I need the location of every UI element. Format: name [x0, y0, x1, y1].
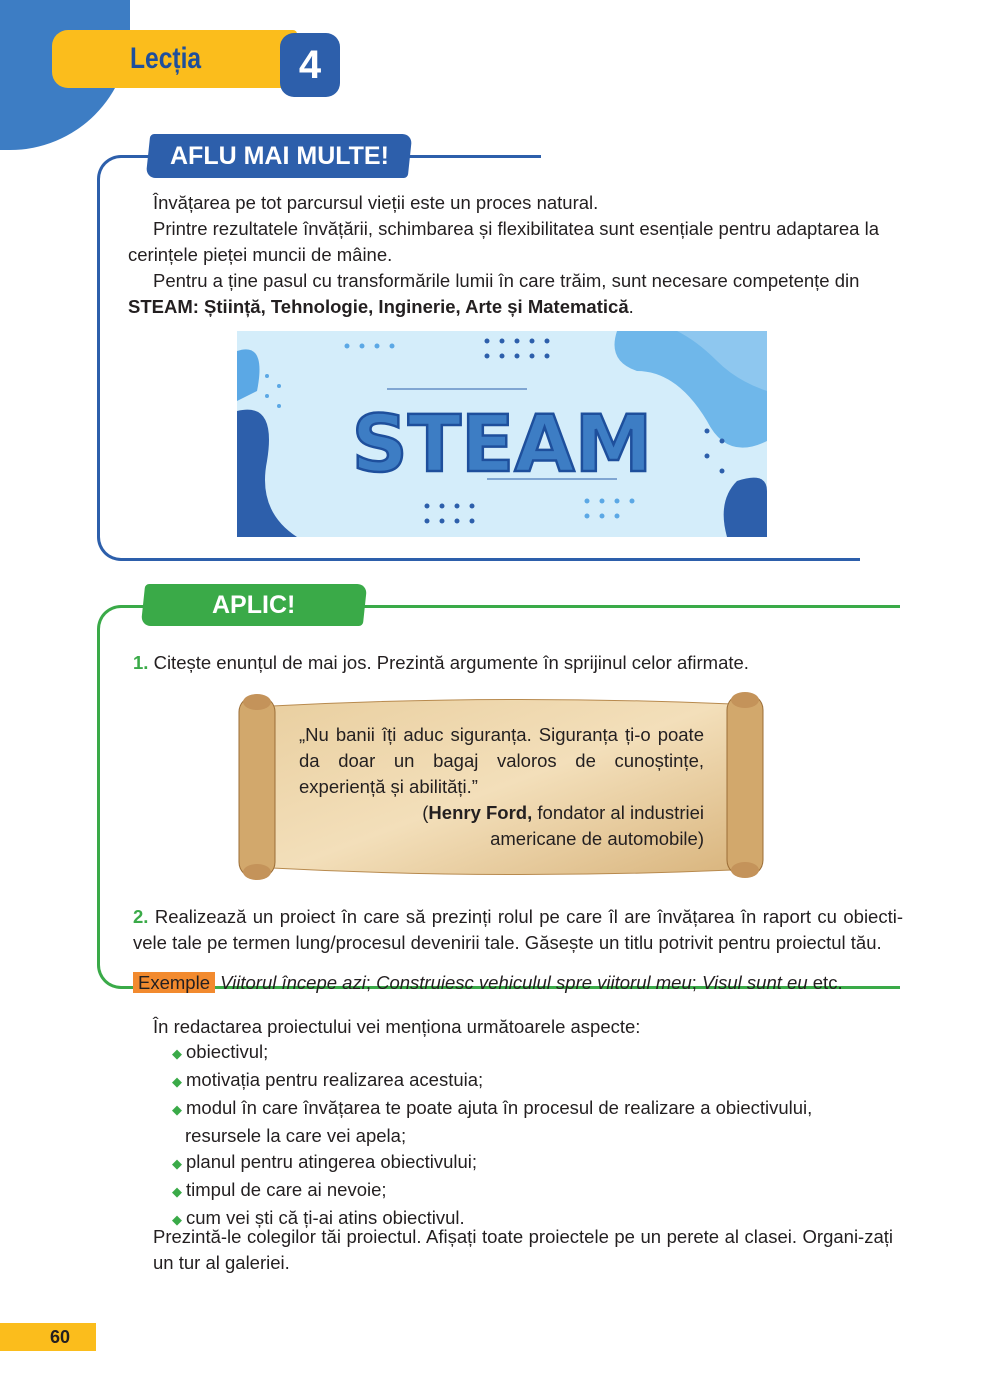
diamond-bullet-icon: ◆	[172, 1184, 182, 1199]
aspects-intro: În redactarea proiectului vei menționa următoarele aspecte:	[153, 1016, 641, 1037]
aspects-list	[172, 1039, 872, 1233]
list-item: ◆ planul pentru atingerea obiectivului;	[172, 1151, 478, 1172]
quote-attribution: (Henry Ford, fondator al industriei americane de automobile)	[422, 802, 704, 849]
closing-paragraph: Prezintă-le colegilor tăi proiectul. Afișați toate proiectele pe un perete al clasei. Organi-zați un tur al galeriei.	[153, 1226, 893, 1273]
list-item: ◆ modul în care învățarea te poate ajuta în procesul de realizare a obiectivului, resursele la care vei apela;	[172, 1097, 813, 1146]
list-item: ◆ cum vei ști că ți-ai atins obiectivul.	[172, 1207, 465, 1228]
diamond-bullet-icon: ◆	[172, 1074, 182, 1089]
diamond-bullet-icon: ◆	[172, 1046, 182, 1061]
svg-text:STEAM: STEAM	[351, 400, 653, 490]
list-item: ◆ timpul de care ai nevoie;	[172, 1179, 387, 1200]
quote-body: „Nu banii îți aduc siguranța. Siguranța ți-o poate da doar un bagaj valoros de cunoștințe, experiență și abilități.”	[299, 724, 704, 797]
diamond-bullet-icon: ◆	[172, 1156, 182, 1171]
learn-section-title: AFLU MAI MULTE!	[146, 134, 413, 178]
list-item: ◆ motivația pentru realizarea acestuia;	[172, 1069, 484, 1090]
lesson-label: Lecția	[130, 42, 202, 75]
steam-illustration	[237, 331, 767, 537]
page-number-box	[0, 1323, 96, 1351]
diamond-bullet-icon: ◆	[172, 1102, 182, 1117]
page-number: 60	[50, 1327, 71, 1347]
diamond-bullet-icon: ◆	[172, 1212, 182, 1227]
learn-paragraph-3: Pentru a ține pasul cu transformările lumii în care trăim, sunt necesare competențe din STEAM: Știință, Tehnologie, Inginerie, Arte și Matematică.	[128, 270, 860, 317]
learn-paragraph-1: Învățarea pe tot parcursul vieții este un proces natural.	[153, 192, 599, 213]
apply-section-title: APLIC!	[141, 584, 367, 626]
examples-line: Exemple Viitorul începe azi; Construiesc vehiculul spre viitorul meu; Visul sunt eu etc.	[133, 970, 903, 996]
list-item: ◆ obiectivul;	[172, 1041, 269, 1062]
lesson-number: 4	[280, 33, 340, 97]
examples-label: Exemple	[133, 972, 215, 993]
quote-text	[299, 722, 704, 852]
task-2: 2. Realizează un proiect în care să prezinți rolul pe care îl are învățarea în raport cu obiecti-vele tale pe termen lung/procesul devenirii tale. Găsește un titlu potrivit pentru proiectul tău.	[133, 906, 904, 953]
learn-paragraph-2: Printre rezultatele învățării, schimbarea și flexibilitatea sunt esențiale pentru adaptarea la cerințele pieței muncii de mâine.	[128, 218, 880, 265]
task-1: 1. Citește enunțul de mai jos. Prezintă argumente în sprijinul celor afirmate.	[133, 652, 749, 673]
